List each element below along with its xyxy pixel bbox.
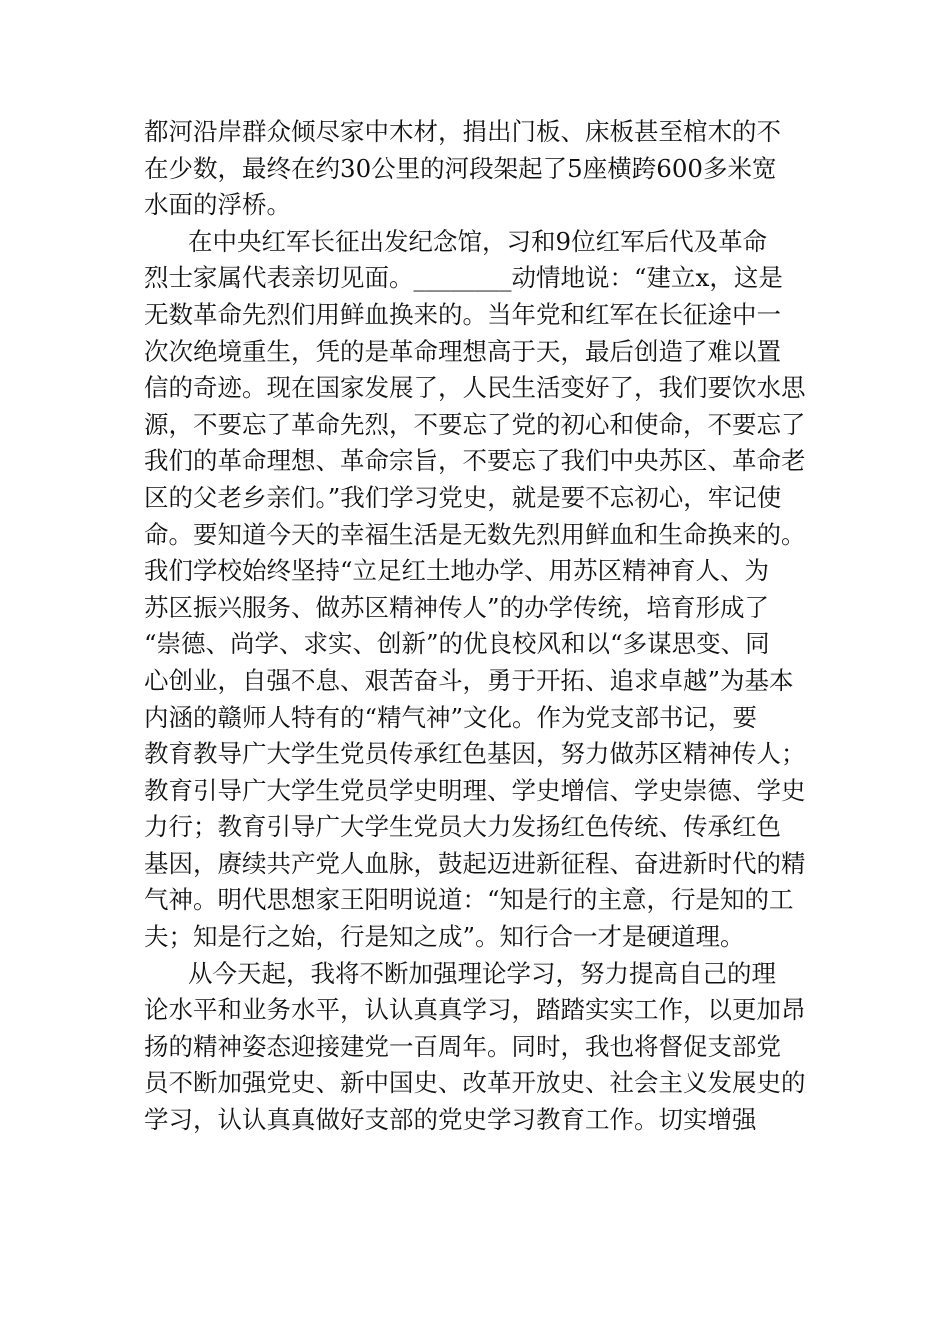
paragraph-first-line: 在中央红军长征出发纪念馆，习和9位红军后代及革命 [188, 226, 768, 256]
text-line: 烈士家属代表亲切见面。________动情地说：“建立x，这是 [144, 263, 783, 293]
text-line: 命。要知道今天的幸福生活是无数先烈用鲜血和生命换来的。 [144, 519, 806, 549]
text-line: “崇德、尚学、求实、创新”的优良校风和以“多谋思变、同 [144, 629, 770, 659]
text-line: 教育引导广大学生党员学史明理、学史增信、学史崇德、学史 [144, 775, 806, 805]
text-line: 源，不要忘了革命先烈，不要忘了党的初心和使命，不要忘了 [144, 409, 806, 439]
text-line: 夫；知是行之始，行是知之成”。知行合一才是硬道理。 [144, 922, 745, 952]
text-line: 教育教导广大学生党员传承红色基因，努力做苏区精神传人； [144, 739, 806, 769]
document-page [144, 114, 824, 1139]
text-line: 苏区振兴服务、做苏区精神传人”的办学传统，培育形成了 [144, 592, 770, 622]
text-line: 次次绝境重生，凭的是革命理想高于天，最后创造了难以置 [144, 336, 781, 366]
text-line: 心创业，自强不息、艰苦奋斗，勇于开拓、追求卓越”为基本 [144, 665, 794, 695]
text-line: 基因，赓续共产党人血脉，鼓起迈进新征程、奋进新时代的精 [144, 848, 806, 878]
text-line: 论水平和业务水平，认认真真学习，踏踏实实工作，以更加昂 [144, 995, 806, 1025]
text-line: 都河沿岸群众倾尽家中木材，捐出门板、床板甚至棺木的不 [144, 117, 781, 146]
text-line: 气神。明代思想家王阳明说道：“知是行的主意，行是知的工 [144, 885, 794, 915]
text-line: 在少数，最终在约30公里的河段架起了5座横跨600多米宽 [144, 153, 777, 183]
text-line: 我们学校始终坚持“立足红土地办学、用苏区精神育人、为 [144, 556, 770, 586]
paragraph-first-line: 从今天起，我将不断加强理论学习，努力提高自己的理 [188, 958, 776, 988]
text-line: 扬的精神姿态迎接建党一百周年。同时，我也将督促支部党 [144, 1031, 781, 1061]
text-line: 学习，认认真真做好支部的党史学习教育工作。切实增强 [144, 1105, 757, 1135]
text-line: 水面的浮桥。 [144, 190, 291, 220]
text-line: 区的父老乡亲们。”我们学习党史，就是要不忘初心，牢记使 [144, 482, 782, 512]
text-line: 无数革命先烈们用鲜血换来的。当年党和红军在长征途中一 [144, 299, 781, 329]
text-line: 信的奇迹。现在国家发展了，人民生活变好了，我们要饮水思 [144, 373, 806, 403]
text-line: 力行；教育引导广大学生党员大力发扬红色传统、传承红色 [144, 812, 781, 842]
text-line: 员不断加强党史、新中国史、改革开放史、社会主义发展史的 [144, 1068, 806, 1098]
text-line: 内涵的赣师人特有的“精气神”文化。作为党支部书记，要 [144, 702, 758, 732]
text-line: 我们的革命理想、革命宗旨，不要忘了我们中央苏区、革命老 [144, 446, 806, 476]
